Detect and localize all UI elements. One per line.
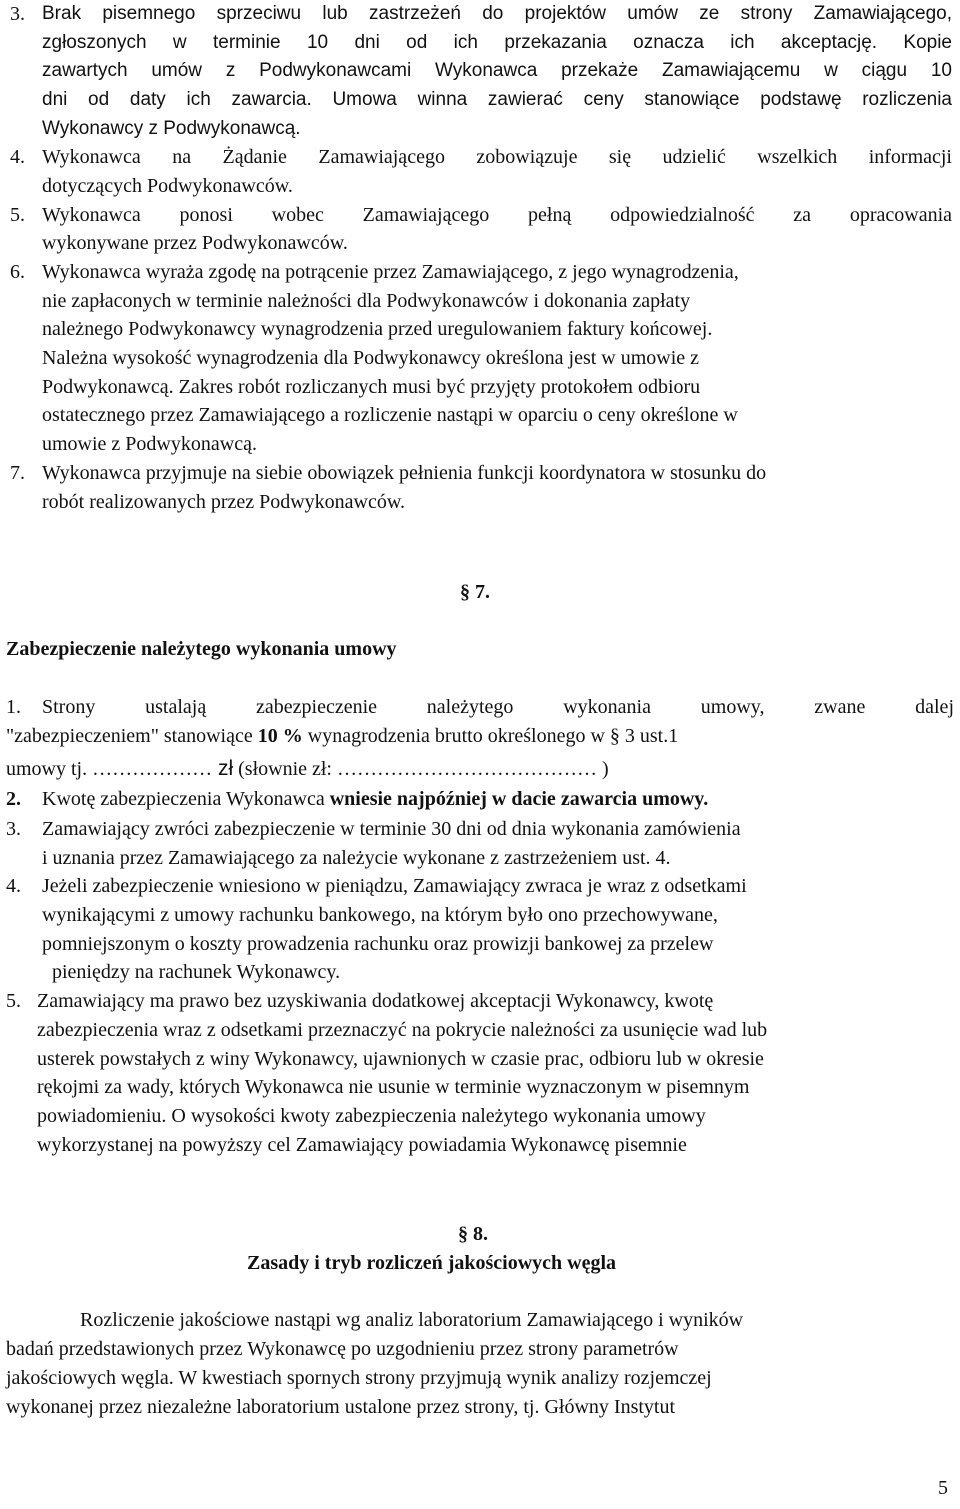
item-line: pieniędzy na rachunek Wykonawcy. xyxy=(52,961,341,983)
item-number: 4. xyxy=(6,875,21,897)
item-line: Wykonawcy z Podwykonawcą. xyxy=(42,118,301,139)
item-line: Zamawiający zwróci zabezpieczenie w terminie 30 dni od dnia wykonania zamówienia xyxy=(42,818,741,840)
item-line: nie zapłaconych w terminie należności dla Podwykonawców i dokonania zapłaty xyxy=(42,290,691,312)
item-number: 6. xyxy=(10,261,25,283)
paragraph-line: wykonanej przez niezależne laboratorium ustalone przez strony, tj. Główny Instytut xyxy=(6,1396,676,1418)
section-7-mark: § 7. xyxy=(460,581,490,603)
item-line: Strony ustalają zabezpieczenie należytego wykonania umowy, zwane dalej xyxy=(42,696,954,718)
item-line: należnego Podwykonawcy wynagrodzenia przed uregulowaniem faktury końcowej. xyxy=(42,318,713,340)
item-line: ostatecznego przez Zamawiającego a rozliczenie nastąpi w oparciu o ceny określone w xyxy=(42,404,738,426)
item-line: i uznania przez Zamawiającego za należycie wykonane z zastrzeżeniem ust. 4. xyxy=(42,847,671,869)
item-line: rękojmi za wady, których Wykonawca nie usunie w terminie wyznaczonym w pisemnym xyxy=(37,1076,750,1098)
paragraph-line: jakościowych węgla. W kwestiach spornych strony przyjmują wynik analizy rozjemczej xyxy=(6,1367,712,1389)
item-number: 5. xyxy=(10,204,25,226)
item-line: Wykonawca na Żądanie Zamawiającego zobowiązuje się udzielić wszelkich informacji xyxy=(42,146,952,168)
item-line: wykorzystanej na powyższy cel Zamawiający powiadamia Wykonawcę pisemnie xyxy=(37,1134,687,1156)
item-number: 4. xyxy=(10,146,25,168)
item-line: umowy tj. ……………… zł (słownie zł: ………………………………… ) xyxy=(6,757,609,780)
paragraph-line: badań przedstawionych przez Wykonawcę po uzgodnieniu przez strony parametrów xyxy=(6,1338,679,1360)
item-line: Wykonawca ponosi wobec Zamawiającego pełną odpowiedzialność za opracowania xyxy=(42,204,952,226)
item-line: Podwykonawcą. Zakres robót rozliczanych musi być przyjęty protokołem odbioru xyxy=(42,376,701,398)
item-line: "zabezpieczeniem" stanowiące 10 % wynagrodzenia brutto określonego w § 3 ust.1 xyxy=(6,725,679,747)
item-line: dotyczących Podwykonawców. xyxy=(42,175,293,197)
item-line: Zamawiający ma prawo bez uzyskiwania dodatkowej akceptacji Wykonawcy, kwotę xyxy=(37,990,714,1012)
item-line: umowie z Podwykonawcą. xyxy=(42,433,257,455)
item-number: 3. xyxy=(6,818,21,840)
item-line: dni od daty ich zawarcia. Umowa winna zawierać ceny stanowiące podstawę rozliczenia xyxy=(42,89,952,110)
item-line: zabezpieczenia wraz z odsetkami przeznaczyć na pokrycie należności za usunięcie wad lub xyxy=(37,1019,768,1041)
paragraph-line: Rozliczenie jakościowe nastąpi wg analiz laboratorium Zamawiającego i wyników xyxy=(80,1309,744,1331)
percentage-value: 10 % xyxy=(257,725,303,747)
item-line: Wykonawca przyjmuje na siebie obowiązek pełnienia funkcji koordynatora w stosunku do xyxy=(42,462,767,484)
item-line: wynikającymi z umowy rachunku bankowego, na którym było ono przechowywane, xyxy=(42,904,718,926)
page-number: 5 xyxy=(938,1477,948,1499)
item-number: 5. xyxy=(6,990,21,1012)
item-number: 3. xyxy=(10,3,25,25)
item-line: zawartych umów z Podwykonawcami Wykonawca przekaże Zamawiającemu w ciągu 10 xyxy=(42,60,952,81)
section-8-title: Zasady i tryb rozliczeń jakościowych węgla xyxy=(247,1252,617,1274)
item-line: usterek powstałych z winy Wykonawcy, ujawnionych w czasie prac, odbioru lub w okresie xyxy=(37,1048,764,1070)
item-line: pomniejszonym o koszty prowadzenia rachunku oraz prowizji bankowej za przelew xyxy=(42,933,714,955)
item-line: Brak pisemnego sprzeciwu lub zastrzeżeń do projektów umów ze strony Zamawiającego, xyxy=(42,3,952,24)
item-number: 7. xyxy=(10,462,25,484)
item-line: Jeżeli zabezpieczenie wniesiono w pieniądzu, Zamawiający zwraca je wraz z odsetkami xyxy=(42,875,747,897)
item-line: Wykonawca wyraża zgodę na potrącenie przez Zamawiającego, z jego wynagrodzenia, xyxy=(42,261,739,283)
section-7-title: Zabezpieczenie należytego wykonania umowy xyxy=(6,638,397,660)
item-line: powiadomieniu. O wysokości kwoty zabezpieczenia należytego wykonania umowy xyxy=(37,1105,706,1127)
item-line: wykonywane przez Podwykonawców. xyxy=(42,232,348,254)
item-line: zgłoszonych w terminie 10 dni od ich przekazania oznacza ich akceptację. Kopie xyxy=(42,32,952,53)
item-line: robót realizowanych przez Podwykonawców. xyxy=(42,491,406,513)
item-line: Kwotę zabezpieczenia Wykonawca wniesie najpóźniej w dacie zawarcia umowy. xyxy=(42,788,709,810)
item-number: 2. xyxy=(6,788,21,810)
section-8-mark: § 8. xyxy=(458,1223,488,1245)
item-line: Należna wysokość wynagrodzenia dla Podwykonawcy określona jest w umowie z xyxy=(42,347,700,369)
item-number: 1. xyxy=(6,696,21,718)
